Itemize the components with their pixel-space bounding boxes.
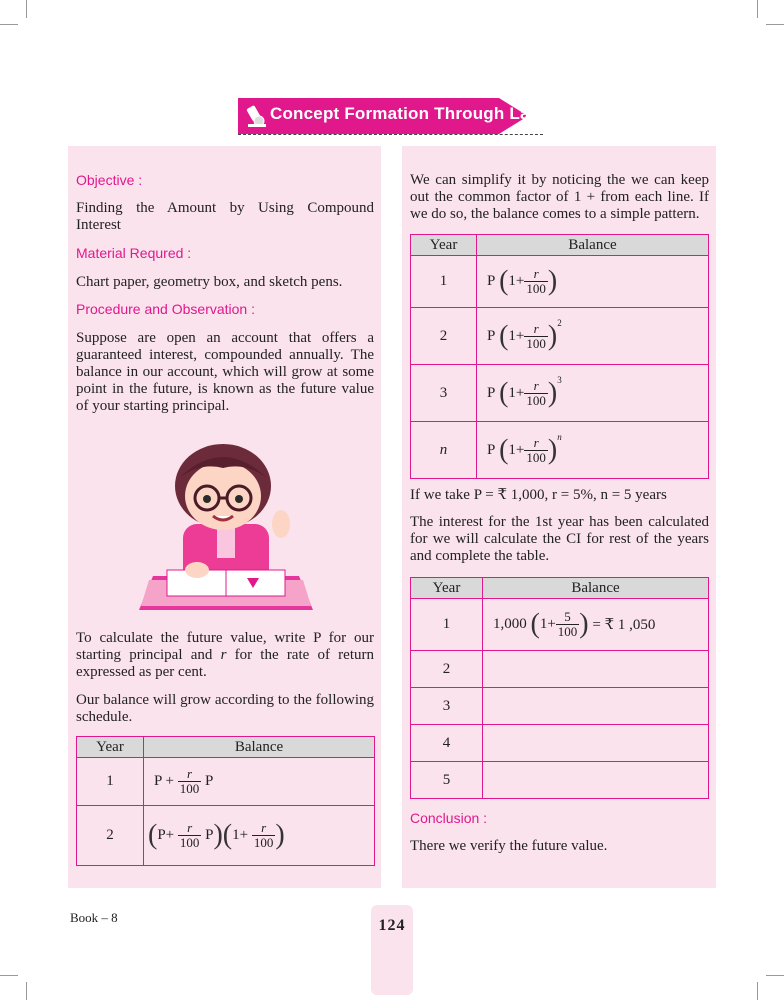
schedule-table bbox=[76, 736, 375, 866]
table-row bbox=[411, 308, 709, 365]
balance-cell: P (1+ $\frac{r}{100}$ )$^n$ bbox=[477, 422, 709, 479]
banner-dashed-line bbox=[238, 134, 543, 135]
crop-mark bbox=[757, 0, 758, 18]
header-balance: Balance bbox=[144, 737, 375, 758]
crop-mark bbox=[26, 0, 27, 18]
calc-text-part2: for the rate of return expressed as per cent. bbox=[76, 647, 374, 680]
conclusion-heading: Conclusion : bbox=[410, 810, 488, 826]
procedure-text: Suppose are open an account that offers a guaranteed interest, compounded annually. The balance in our account, which will grow at some point in the future, is known as the future value of your starting principal. bbox=[76, 330, 374, 414]
balance-cell: 1,000 (1+ $\frac{5}{100}$ ) = ₹ 1 ,050 bbox=[483, 599, 709, 651]
formula-tail: P bbox=[205, 773, 214, 789]
table-row bbox=[77, 806, 375, 866]
table-row bbox=[77, 758, 375, 806]
crop-mark bbox=[766, 975, 784, 976]
year-cell: 2 bbox=[77, 806, 144, 866]
table-row bbox=[411, 651, 709, 688]
table-header-row bbox=[77, 737, 375, 758]
table-row bbox=[411, 688, 709, 725]
header-year: Year bbox=[411, 578, 483, 599]
balance-cell-empty[interactable] bbox=[483, 725, 709, 762]
intro-text: We can simplify it by noticing the we can keep out the common factor of 1 + from each line. If we do so, the balance comes to a simple pattern. bbox=[410, 172, 709, 222]
table-row bbox=[411, 365, 709, 422]
objective-heading: Objective : bbox=[76, 172, 143, 188]
page-number: 124 bbox=[378, 917, 406, 934]
fraction: $\frac{r}{100}$ bbox=[179, 766, 200, 796]
balance-cell: P (1+ $\frac{r}{100}$ )$^2$ bbox=[477, 308, 709, 365]
balance-cell: P (1+ $\frac{r}{100}$ )$^3$ bbox=[477, 365, 709, 422]
year-cell: 1 bbox=[77, 758, 144, 806]
formula-p: P + bbox=[154, 773, 174, 789]
take-values-text: If we take P = ₹ 1,000, r = 5%, n = 5 years bbox=[410, 487, 667, 503]
student-illustration bbox=[135, 428, 317, 616]
schedule-text: Our balance will grow according to the following schedule. bbox=[76, 692, 374, 725]
year-cell: 2 bbox=[411, 651, 483, 688]
pattern-table bbox=[410, 234, 709, 479]
balance-cell-empty[interactable] bbox=[483, 762, 709, 799]
objective-text: Finding the Amount by Using Compound Interest bbox=[76, 200, 374, 233]
table-header-row bbox=[411, 235, 709, 256]
book-label: Book – 8 bbox=[70, 910, 118, 925]
year-cell: 3 bbox=[411, 688, 483, 725]
header-year: Year bbox=[77, 737, 144, 758]
concept-banner bbox=[238, 98, 543, 136]
material-heading: Material Requred : bbox=[76, 245, 192, 261]
header-balance: Balance bbox=[483, 578, 709, 599]
page-number-tab bbox=[371, 905, 413, 995]
material-text: Chart paper, geometry box, and sketch pens. bbox=[76, 274, 343, 290]
year-cell: 5 bbox=[411, 762, 483, 799]
header-year: Year bbox=[411, 235, 477, 256]
calc-r: r bbox=[220, 647, 227, 663]
balance-cell bbox=[144, 758, 375, 806]
year-cell: n bbox=[411, 422, 477, 479]
interest-text: The interest for the 1st year has been calculated for we will calculate the CI for rest of the years and complete the table. bbox=[410, 514, 709, 564]
year-cell: 4 bbox=[411, 725, 483, 762]
year-cell: 3 bbox=[411, 365, 477, 422]
crop-mark bbox=[0, 24, 18, 25]
balance-cell: P (1+ $\frac{r}{100}$ ) bbox=[477, 256, 709, 308]
crop-mark bbox=[0, 975, 18, 976]
procedure-heading: Procedure and Observation : bbox=[76, 301, 255, 317]
banner-title: Concept Formation Through Lab bbox=[270, 104, 541, 123]
crop-mark bbox=[26, 982, 27, 1000]
table-row bbox=[411, 725, 709, 762]
table-row bbox=[411, 256, 709, 308]
balance-cell: (P+ $\frac{r}{100}$ P)(1+ $\frac{r}{100}$ ) bbox=[144, 806, 375, 866]
calc-text bbox=[76, 630, 374, 681]
header-balance: Balance bbox=[477, 235, 709, 256]
table-row bbox=[411, 599, 709, 651]
crop-mark bbox=[757, 982, 758, 1000]
ci-table bbox=[410, 577, 709, 799]
lab-icon bbox=[246, 104, 268, 128]
year-cell: 1 bbox=[411, 256, 477, 308]
table-row bbox=[411, 422, 709, 479]
year-cell: 2 bbox=[411, 308, 477, 365]
crop-mark bbox=[766, 24, 784, 25]
table-header-row bbox=[411, 578, 709, 599]
table-row bbox=[411, 762, 709, 799]
year-cell: 1 bbox=[411, 599, 483, 651]
calc-text-part1: To calculate the future value, write P for our starting principal and bbox=[76, 630, 374, 663]
balance-cell-empty[interactable] bbox=[483, 688, 709, 725]
conclusion-text: There we verify the future value. bbox=[410, 838, 608, 854]
balance-cell-empty[interactable] bbox=[483, 651, 709, 688]
